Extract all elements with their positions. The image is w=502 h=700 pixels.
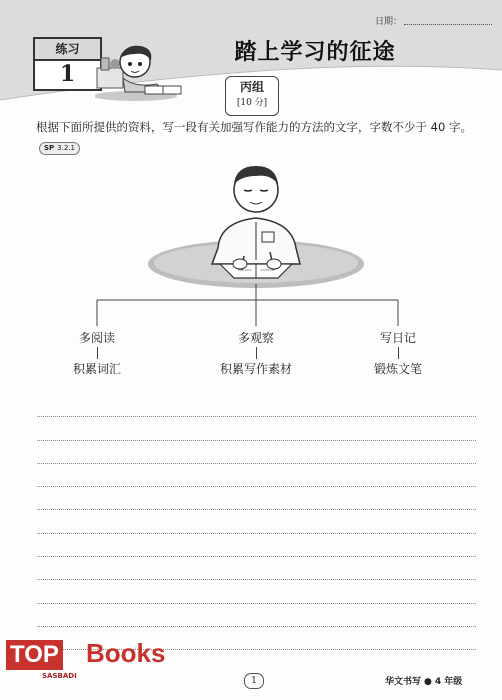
branch-method-2: 多观察 xyxy=(237,331,274,345)
writing-line[interactable] xyxy=(37,487,476,510)
logo-top-text: TOP xyxy=(6,640,63,670)
footer-book-title: 华文书写 xyxy=(385,677,422,687)
branch-benefit-2: 积累写作素材 xyxy=(219,362,292,376)
writing-line[interactable] xyxy=(37,510,476,533)
writing-line[interactable] xyxy=(37,580,476,603)
date-label: 日期： xyxy=(375,17,403,27)
logo-books-text: Books xyxy=(86,638,166,668)
branch-benefit-3: 锻炼文笔 xyxy=(373,362,422,376)
writing-line[interactable] xyxy=(37,534,476,557)
sp-badge xyxy=(39,142,80,155)
exercise-box xyxy=(33,37,102,91)
exercise-label: 练习 xyxy=(35,39,100,61)
group-box xyxy=(225,76,279,116)
writing-line[interactable] xyxy=(37,604,476,627)
writing-line[interactable] xyxy=(37,557,476,580)
boy-reading-illustration xyxy=(95,40,195,102)
branch-connector-2 xyxy=(256,347,257,359)
branch-method-3: 写日记 xyxy=(379,331,416,345)
writing-lines[interactable] xyxy=(37,394,476,650)
student-writing-illustration xyxy=(60,160,440,340)
logo-sub-text: SASBADI xyxy=(42,672,77,680)
branch-method-1: 多阅读 xyxy=(78,331,115,345)
page-title: 踏上学习的征途 xyxy=(234,40,396,65)
exercise-number: 1 xyxy=(59,61,76,87)
topbooks-logo xyxy=(6,640,186,680)
branch-benefit-1: 积累词汇 xyxy=(72,362,121,376)
page-number: 1 xyxy=(244,673,264,689)
writing-line[interactable] xyxy=(37,464,476,487)
date-line xyxy=(404,24,492,25)
writing-line[interactable] xyxy=(37,441,476,464)
footer-grade: 4 年级 xyxy=(434,677,463,687)
group-name: 丙组 xyxy=(239,80,264,94)
branch-connector-1 xyxy=(97,347,98,359)
footer-book-info xyxy=(385,674,462,687)
group-marks: [10 分] xyxy=(236,98,268,108)
sp-ref: 3.2.1 xyxy=(57,144,75,152)
instruction-body: 根据下面所提供的资料，写一段有关加强写作能力的方法的文字，字数不少于 40 字。 xyxy=(36,120,472,134)
writing-line[interactable] xyxy=(37,417,476,440)
sp-code: SP xyxy=(44,144,55,152)
bullet-icon: ● xyxy=(424,677,432,687)
branch-connector-3 xyxy=(398,347,399,359)
writing-line[interactable] xyxy=(37,394,476,417)
instruction-text xyxy=(36,117,476,159)
